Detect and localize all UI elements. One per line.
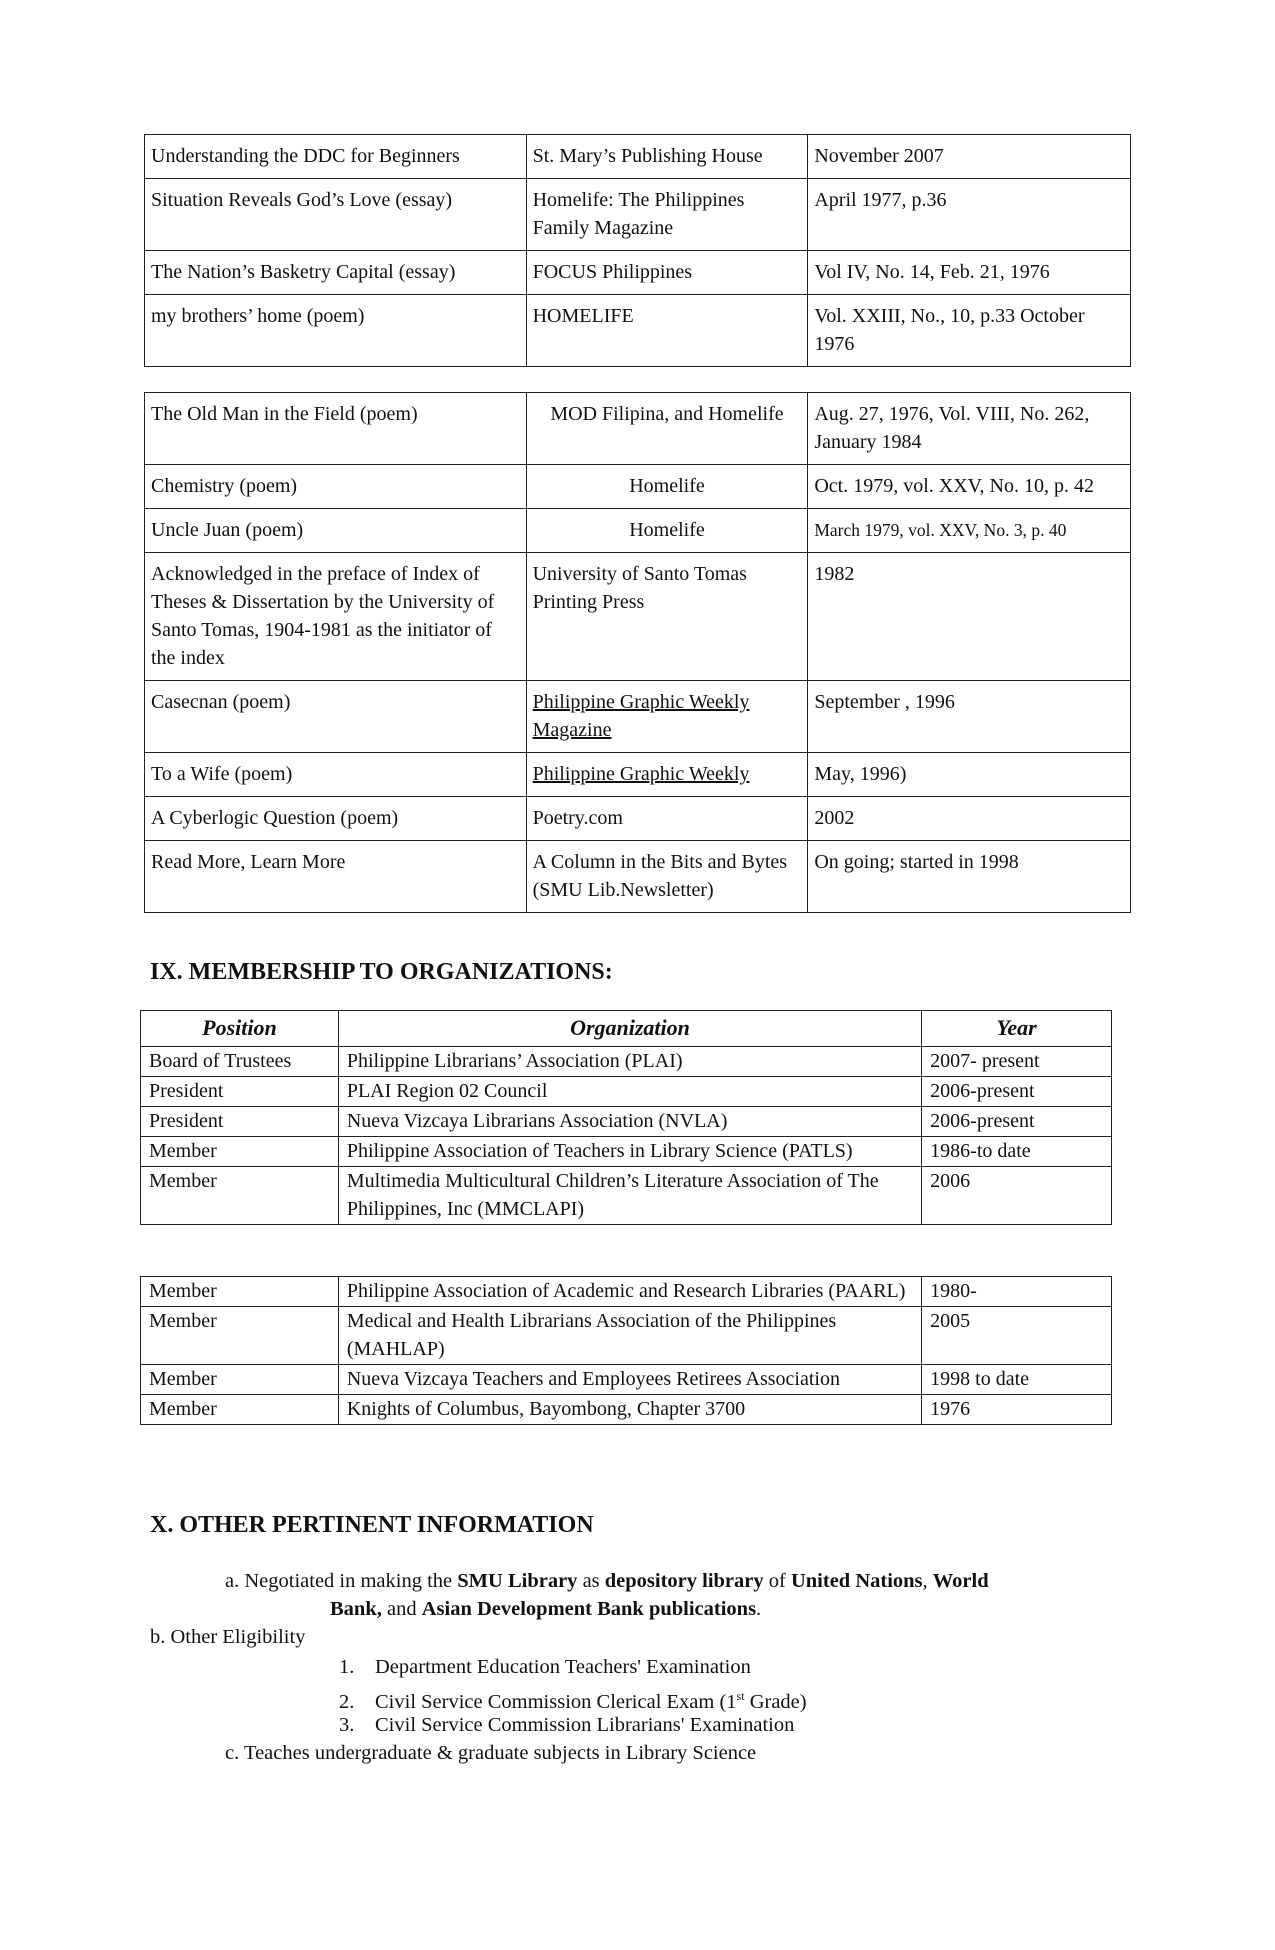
pub-date: April 1977, p.36 [808,179,1131,251]
pub-date: March 1979, vol. XXV, No. 3, p. 40 [808,509,1131,553]
table-row [145,797,1131,841]
item-a-adb: Asian Development Bank publications [421,1598,757,1620]
pub-date: November 2007 [808,135,1131,179]
pub-publisher: HOMELIFE [526,295,808,367]
pub-date: 2002 [808,797,1131,841]
member-year: 1976 [922,1395,1112,1425]
pub-publisher: Homelife [526,509,808,553]
eligibility-text: Department Education Teachers' Examination [375,1656,751,1678]
table-header-row [141,1011,1112,1047]
column-header-organization: Organization [338,1011,921,1047]
pub-date: Vol. XXIII, No., 10, p.33 October 1976 [808,295,1131,367]
eligibility-sup: st [736,1689,745,1703]
pub-title: Read More, Learn More [145,841,527,913]
pub-title: Acknowledged in the preface of Index of Theses & Dissertation by the University of Santo Tomas, 1904-1981 as the initiator of the index [145,553,527,681]
pub-title: my brothers’ home (poem) [145,295,527,367]
member-organization: Multimedia Multicultural Children’s Literature Association of The Philippines, Inc (MMCLAPI) [338,1167,921,1225]
publications-table-2 [144,392,1131,913]
member-year: 1998 to date [922,1365,1112,1395]
pub-publisher: MOD Filipina, and Homelife [526,393,808,465]
eligibility-num: 3. [339,1714,355,1736]
member-year: 2006-present [922,1077,1112,1107]
table-row [145,553,1131,681]
item-a-of: of [763,1570,791,1592]
member-year: 1980- [922,1277,1112,1307]
table-row [141,1365,1112,1395]
member-position: Member [141,1137,339,1167]
eligibility-item [339,1711,794,1739]
member-year: 2006 [922,1167,1112,1225]
section-ix-heading: IX. MEMBERSHIP TO ORGANIZATIONS: [150,959,613,985]
member-position: Board of Trustees [141,1047,339,1077]
pub-title: A Cyberlogic Question (poem) [145,797,527,841]
pub-title: The Old Man in the Field (poem) [145,393,527,465]
pub-title: Uncle Juan (poem) [145,509,527,553]
pub-title: Chemistry (poem) [145,465,527,509]
pub-publisher: Homelife [526,465,808,509]
eligibility-item [339,1653,751,1681]
item-a-depository: depository library [604,1570,764,1592]
membership-table-2 [140,1276,1112,1425]
member-position: Member [141,1167,339,1225]
member-position: Member [141,1307,339,1365]
item-a-and: and [381,1598,422,1620]
pub-publisher-link[interactable]: Philippine Graphic Weekly [526,753,808,797]
pub-date: September , 1996 [808,681,1131,753]
member-organization: Knights of Columbus, Bayombong, Chapter 3700 [338,1395,921,1425]
item-a [225,1567,989,1595]
member-position: President [141,1077,339,1107]
member-organization: Philippine Librarians’ Association (PLAI) [338,1047,921,1077]
item-a-world: World [932,1570,989,1592]
item-a-un: United Nations [790,1570,923,1592]
member-organization: PLAI Region 02 Council [338,1077,921,1107]
membership-table-1 [140,1010,1112,1225]
table-row [145,681,1131,753]
pub-date: May, 1996) [808,753,1131,797]
member-organization: Medical and Health Librarians Association of the Philippines (MAHLAP) [338,1307,921,1365]
pub-publisher: Poetry.com [526,797,808,841]
eligibility-text: Civil Service Commission Librarians' Examination [375,1714,795,1736]
table-row [145,841,1131,913]
section-x-heading: X. OTHER PERTINENT INFORMATION [150,1512,594,1538]
item-a-smu: SMU Library [457,1570,578,1592]
table-row [141,1077,1112,1107]
member-organization: Nueva Vizcaya Teachers and Employees Retirees Association [338,1365,921,1395]
table-row [145,179,1131,251]
item-a-prefix: a. Negotiated in making the [225,1570,458,1592]
eligibility-text-post: Grade) [744,1690,807,1713]
pub-title: Situation Reveals God’s Love (essay) [145,179,527,251]
member-organization: Philippine Association of Teachers in Library Science (PATLS) [338,1137,921,1167]
pub-date: On going; started in 1998 [808,841,1131,913]
pub-publisher: St. Mary’s Publishing House [526,135,808,179]
pub-publisher: University of Santo Tomas Printing Press [526,553,808,681]
column-header-position: Position [141,1011,339,1047]
item-a-comma: , [922,1570,933,1592]
pub-title: To a Wife (poem) [145,753,527,797]
table-row [145,465,1131,509]
table-row [145,393,1131,465]
item-a-continued [330,1595,761,1623]
table-row [141,1107,1112,1137]
column-header-year: Year [922,1011,1112,1047]
pub-title: Casecnan (poem) [145,681,527,753]
item-a-bank: Bank, [330,1598,382,1620]
table-row [141,1047,1112,1077]
pub-date: Aug. 27, 1976, Vol. VIII, No. 262, January 1984 [808,393,1131,465]
item-a-period: . [756,1598,762,1620]
table-row [141,1395,1112,1425]
pub-publisher-link[interactable]: Philippine Graphic Weekly Magazine [526,681,808,753]
eligibility-num: 2. [339,1690,355,1713]
eligibility-num: 1. [339,1656,355,1678]
pub-publisher: FOCUS Philippines [526,251,808,295]
pub-date: Vol IV, No. 14, Feb. 21, 1976 [808,251,1131,295]
member-organization: Nueva Vizcaya Librarians Association (NVLA) [338,1107,921,1137]
pub-title: The Nation’s Basketry Capital (essay) [145,251,527,295]
item-b-label: b. Other Eligibility [150,1626,306,1648]
item-c: c. Teaches undergraduate & graduate subjects in Library Science [225,1742,757,1764]
table-row [145,295,1131,367]
member-position: Member [141,1365,339,1395]
table-row [145,251,1131,295]
member-year: 1986-to date [922,1137,1112,1167]
pub-publisher: Homelife: The Philippines Family Magazine [526,179,808,251]
table-row [141,1137,1112,1167]
member-year: 2007- present [922,1047,1112,1077]
publications-table-1 [144,134,1131,367]
member-year: 2005 [922,1307,1112,1365]
member-organization: Philippine Association of Academic and Research Libraries (PAARL) [338,1277,921,1307]
table-row [141,1277,1112,1307]
pub-publisher: A Column in the Bits and Bytes (SMU Lib.Newsletter) [526,841,808,913]
member-year: 2006-present [922,1107,1112,1137]
item-a-as: as [577,1570,605,1592]
pub-title: Understanding the DDC for Beginners [145,135,527,179]
member-position: Member [141,1277,339,1307]
table-row [145,135,1131,179]
pub-date: Oct. 1979, vol. XXV, No. 10, p. 42 [808,465,1131,509]
table-row [141,1167,1112,1225]
table-row [145,509,1131,553]
eligibility-text: Civil Service Commission Clerical Exam (1 [375,1690,737,1713]
member-position: Member [141,1395,339,1425]
pub-date: 1982 [808,553,1131,681]
table-row [141,1307,1112,1365]
table-row [145,753,1131,797]
member-position: President [141,1107,339,1137]
